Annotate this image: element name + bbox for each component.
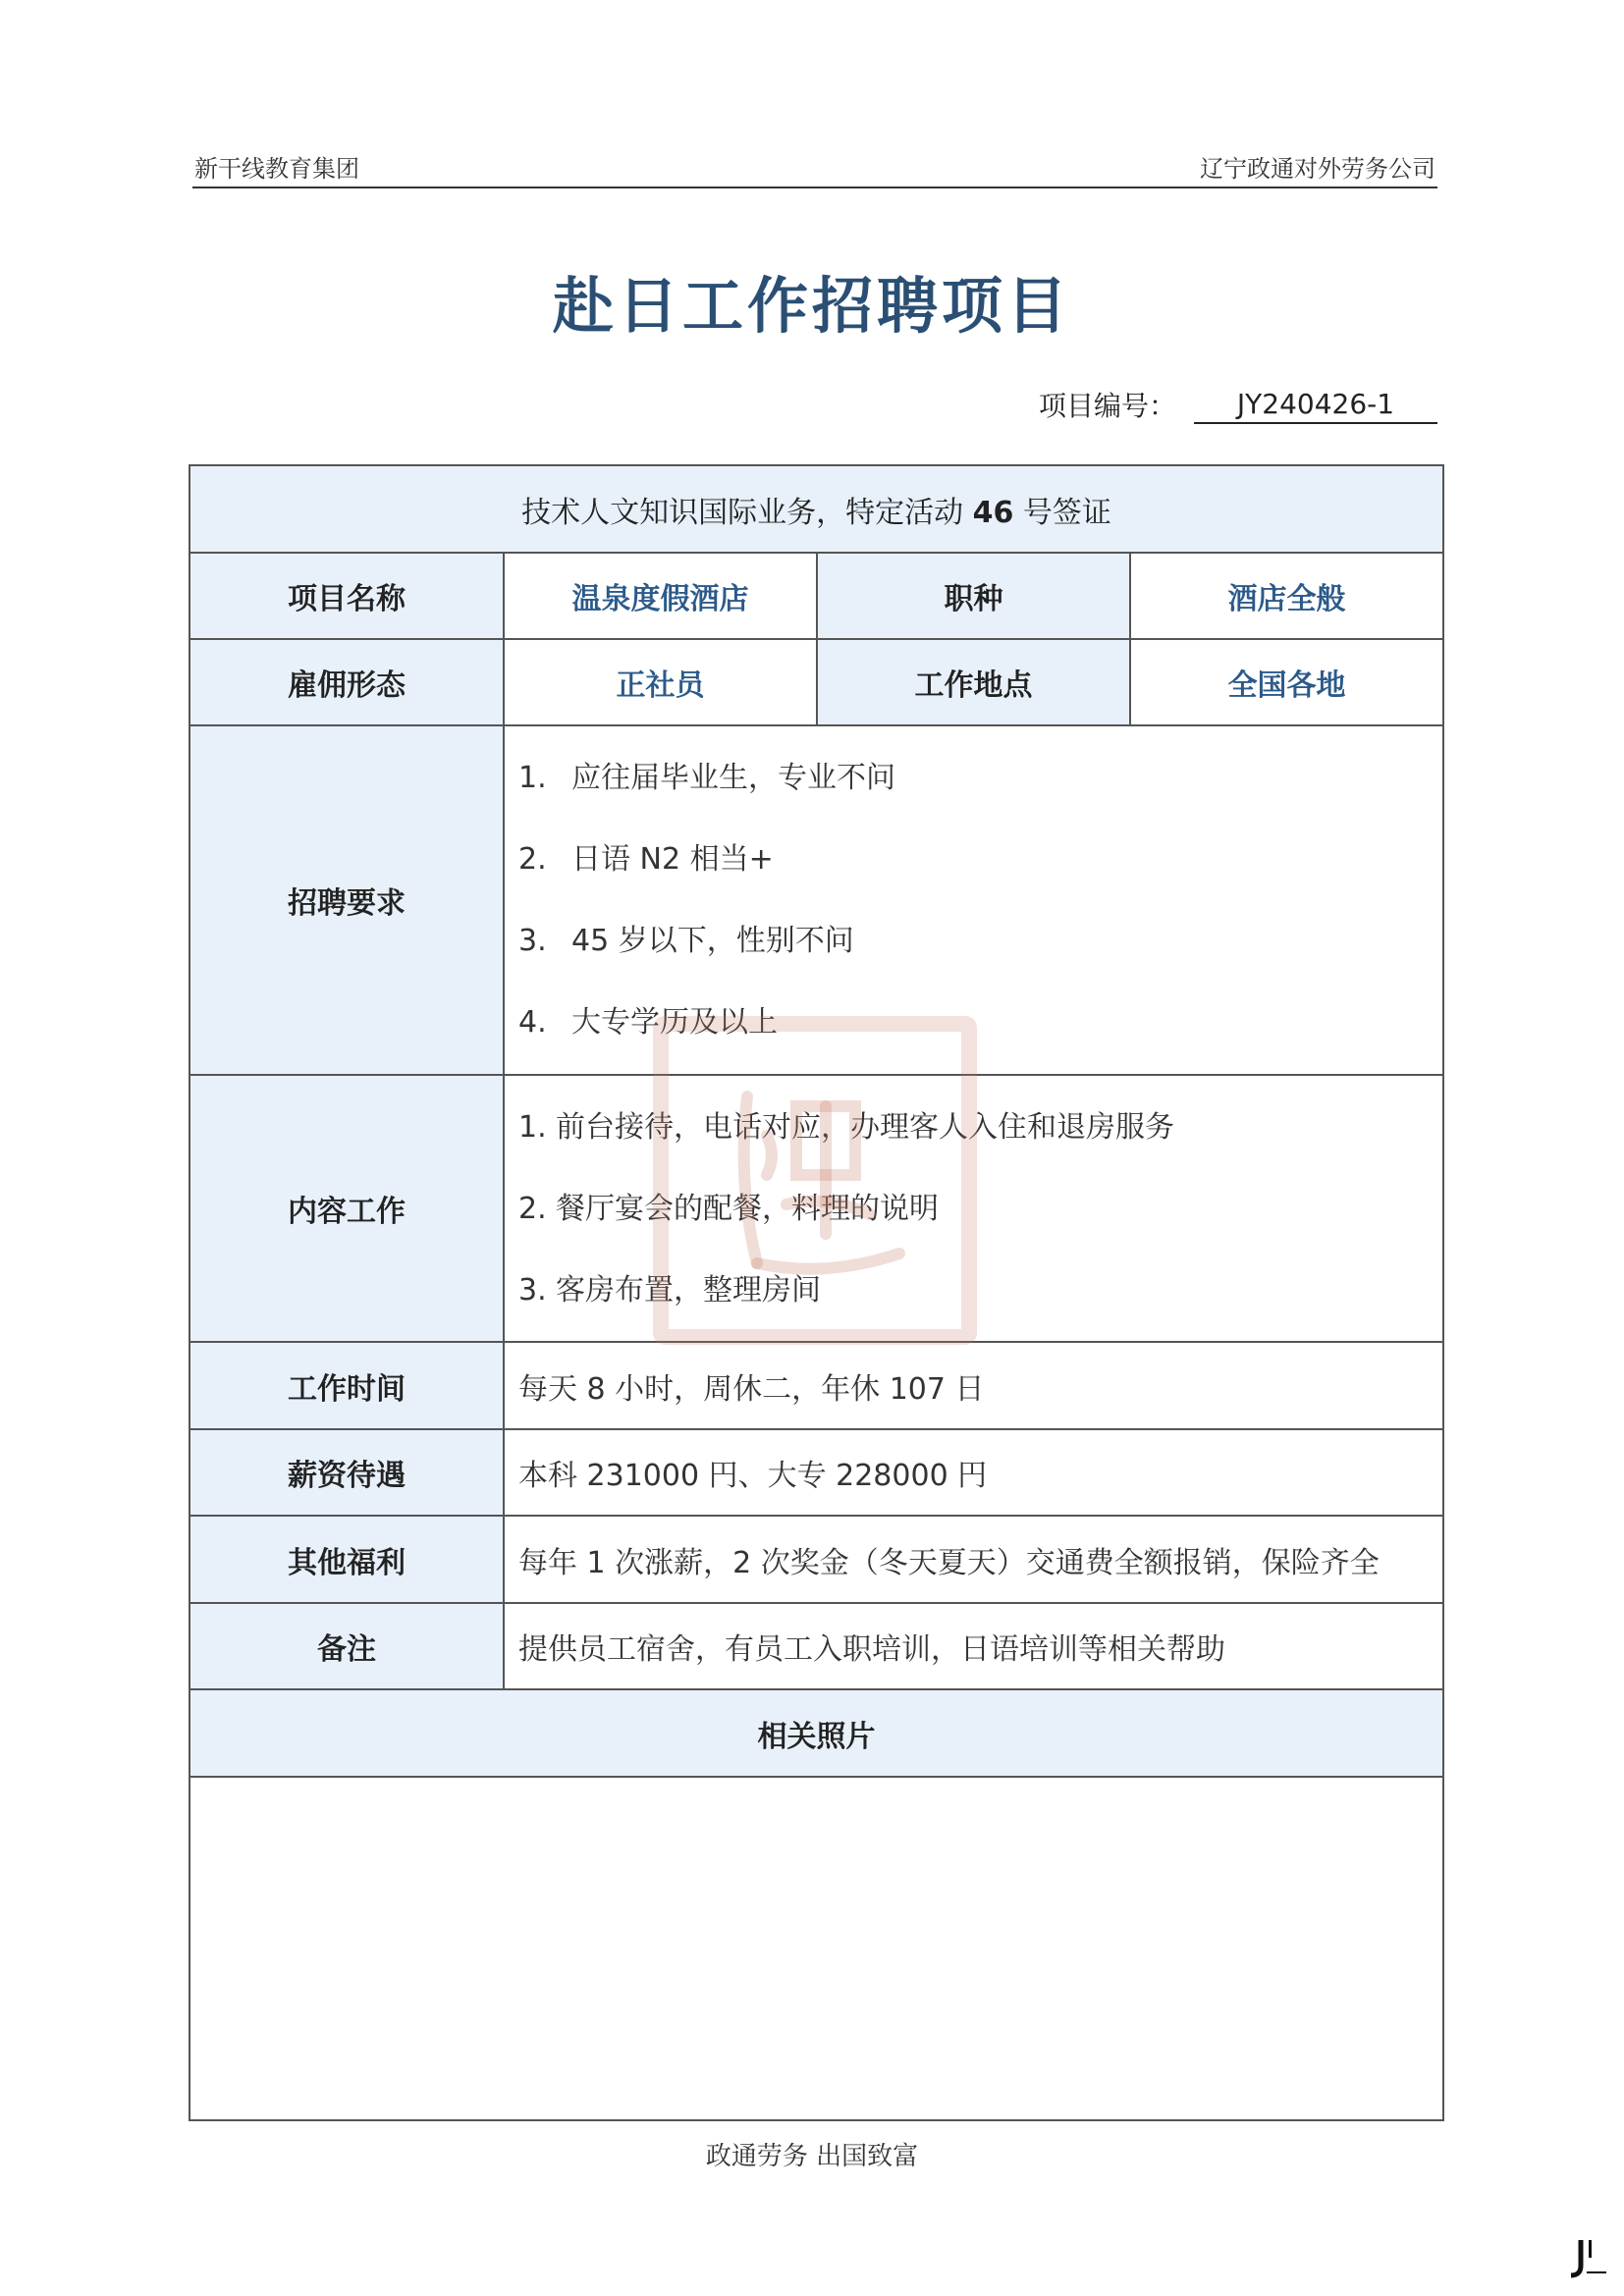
seal-stamp-icon [653, 1016, 977, 1345]
location-value: 全国各地 [1130, 639, 1443, 725]
list-item-number: 3. [518, 924, 547, 958]
list-item-number: 1. [518, 1109, 547, 1145]
salary-label: 薪资待遇 [189, 1429, 504, 1516]
salary-value: 本科 231000 円、大专 228000 円 [504, 1429, 1443, 1516]
project-name-value: 温泉度假酒店 [504, 553, 817, 639]
photos-header: 相关照片 [189, 1689, 1443, 1777]
list-item [518, 819, 1442, 900]
requirements-label: 招聘要求 [189, 725, 504, 1075]
header-divider [192, 187, 1437, 188]
photos-area [189, 1777, 1443, 2120]
project-number-value: JY240426-1 [1194, 388, 1437, 424]
visa-banner-num: 46 [972, 495, 1014, 530]
visa-banner-post: 号签证 [1013, 495, 1111, 530]
list-item-text: 客房布置，整理房间 [556, 1272, 821, 1308]
page-title: 赴日工作招聘项目 [552, 270, 1071, 342]
benefits-label: 其他福利 [189, 1516, 504, 1603]
job-type-label: 职种 [817, 553, 1130, 639]
list-item-text: 应往届毕业生，专业不问 [571, 761, 895, 795]
list-item-text: 45 岁以下，性别不问 [571, 924, 854, 958]
project-name-label: 项目名称 [189, 553, 504, 639]
list-item-text: 大专学历及以上 [571, 1005, 778, 1040]
list-item [518, 737, 1442, 819]
list-item [518, 900, 1442, 982]
project-number-label: 项目编号： [1038, 390, 1176, 422]
visa-banner-pre: 技术人文知识国际业务，特定活动 [521, 495, 973, 530]
list-item-number: 3. [518, 1272, 547, 1308]
list-item-number: 2. [518, 1191, 547, 1226]
list-item-number: 1. [518, 761, 547, 795]
project-number [1039, 385, 1437, 424]
notes-value: 提供员工宿舍，有员工入职培训，日语培训等相关帮助 [504, 1603, 1443, 1689]
list-item-number: 4. [518, 1005, 547, 1040]
seal-glyph-icon [708, 1067, 924, 1293]
jy-logo-icon [1567, 2236, 1608, 2281]
visa-banner [189, 465, 1443, 553]
employment-label: 雇佣形态 [189, 639, 504, 725]
requirements-list [505, 737, 1442, 1063]
header-right-company: 辽宁政通对外劳务公司 [1200, 155, 1435, 183]
location-label: 工作地点 [817, 639, 1130, 725]
list-item-text: 餐厅宴会的配餐，料理的说明 [556, 1191, 939, 1226]
header-left-org: 新干线教育集团 [194, 155, 359, 183]
benefits-value: 每年 1 次涨薪，2 次奖金（冬天夏天）交通费全额报销，保险齐全 [504, 1516, 1443, 1603]
list-item-number: 2. [518, 842, 547, 877]
employment-value: 正社员 [504, 639, 817, 725]
footer-slogan: 政通劳务 出国致富 [705, 2142, 919, 2171]
hours-value: 每天 8 小时，周休二，年休 107 日 [504, 1342, 1443, 1429]
list-item-text: 前台接待，电话对应，办理客人入住和退房服务 [556, 1109, 1174, 1145]
hours-label: 工作时间 [189, 1342, 504, 1429]
content-label: 内容工作 [189, 1075, 504, 1342]
list-item-text: 日语 N2 相当+ [571, 842, 774, 877]
notes-label: 备注 [189, 1603, 504, 1689]
job-type-value: 酒店全般 [1130, 553, 1443, 639]
